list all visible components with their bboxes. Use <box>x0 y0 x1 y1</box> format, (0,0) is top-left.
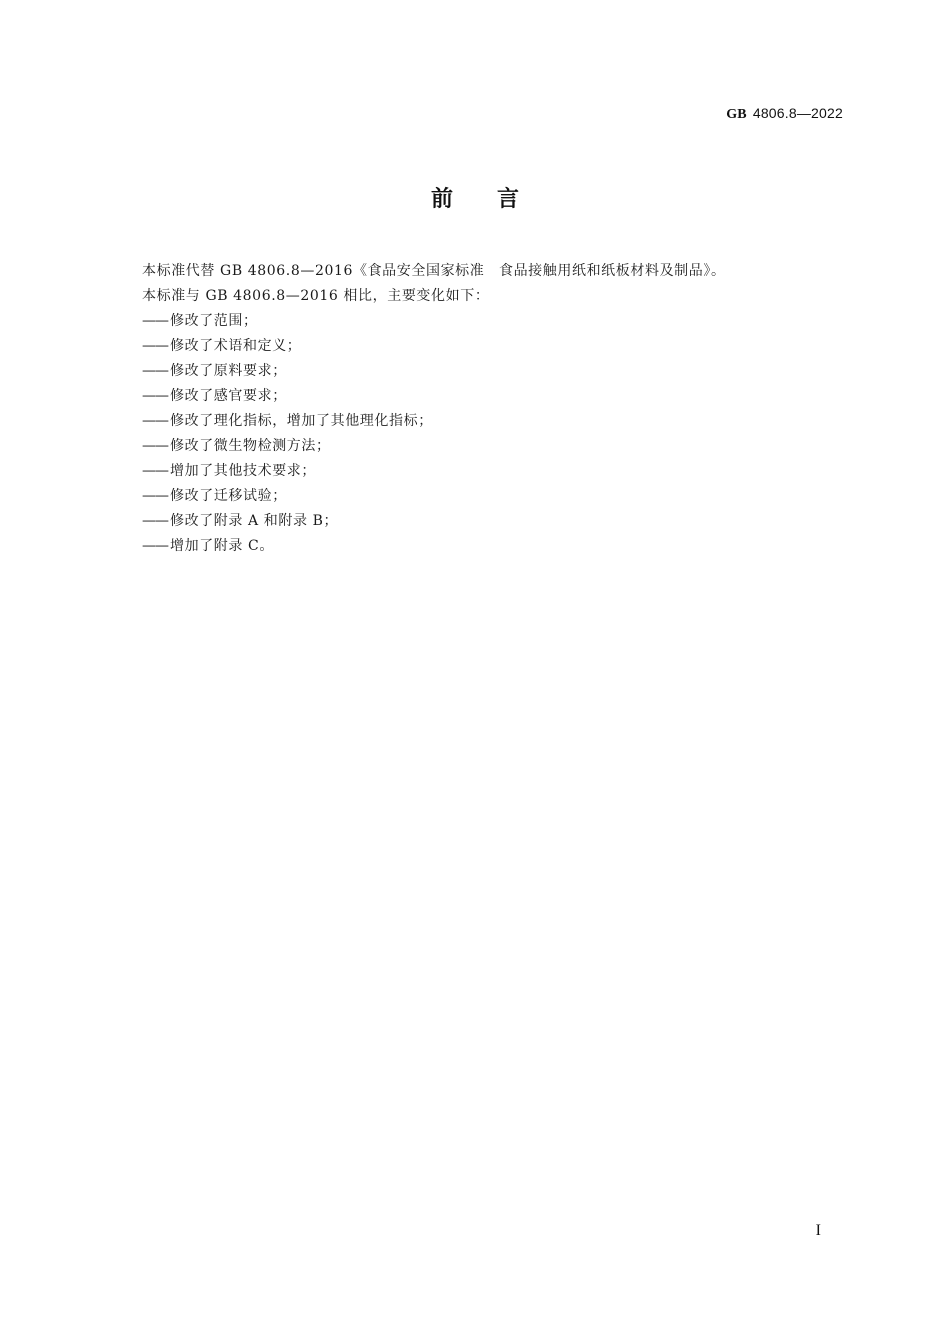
intro-line-changes: 本标准与 GB 4806.8—2016 相比，主要变化如下： <box>142 288 490 304</box>
list-item-text: 增加了附录 C。 <box>170 538 274 554</box>
dash-marker: —— <box>142 513 168 529</box>
dash-marker: —— <box>142 538 168 554</box>
intro-line-replaces: 本标准代替 GB 4806.8—2016《食品安全国家标准 食品接触用纸和纸板材料及制品》。 <box>142 263 726 279</box>
list-item <box>142 509 842 534</box>
list-item <box>142 534 842 559</box>
list-item-text: 修改了微生物检测方法； <box>170 438 331 454</box>
change-list <box>142 309 842 559</box>
list-item-text: 修改了理化指标，增加了其他理化指标； <box>170 413 433 429</box>
list-item <box>142 434 842 459</box>
dash-marker: —— <box>142 363 168 379</box>
list-item-text: 修改了附录 A 和附录 B； <box>170 513 339 529</box>
dash-marker: —— <box>142 488 168 504</box>
list-item <box>142 484 842 509</box>
list-item-text: 修改了迁移试验； <box>170 488 287 504</box>
standard-prefix: GB <box>726 107 747 122</box>
list-item <box>142 334 842 359</box>
standard-number: 4806.8—2022 <box>752 105 843 121</box>
list-item <box>142 309 842 334</box>
dash-marker: —— <box>142 313 168 329</box>
foreword-content <box>142 259 842 559</box>
list-item-text: 修改了范围； <box>170 313 258 329</box>
list-item <box>142 459 842 484</box>
list-item <box>142 359 842 384</box>
dash-marker: —— <box>142 338 168 354</box>
dash-marker: —— <box>142 413 168 429</box>
page-title: 前言 <box>430 187 563 212</box>
dash-marker: —— <box>142 388 168 404</box>
list-item-text: 增加了其他技术要求； <box>170 463 316 479</box>
dash-marker: —— <box>142 463 168 479</box>
list-item-text: 修改了原料要求； <box>170 363 287 379</box>
page-header <box>726 105 843 123</box>
list-item-text: 修改了感官要求； <box>170 388 287 404</box>
dash-marker: —— <box>142 438 168 454</box>
list-item-text: 修改了术语和定义； <box>170 338 302 354</box>
list-item <box>142 384 842 409</box>
page-number: I <box>815 1222 821 1239</box>
list-item <box>142 409 842 434</box>
